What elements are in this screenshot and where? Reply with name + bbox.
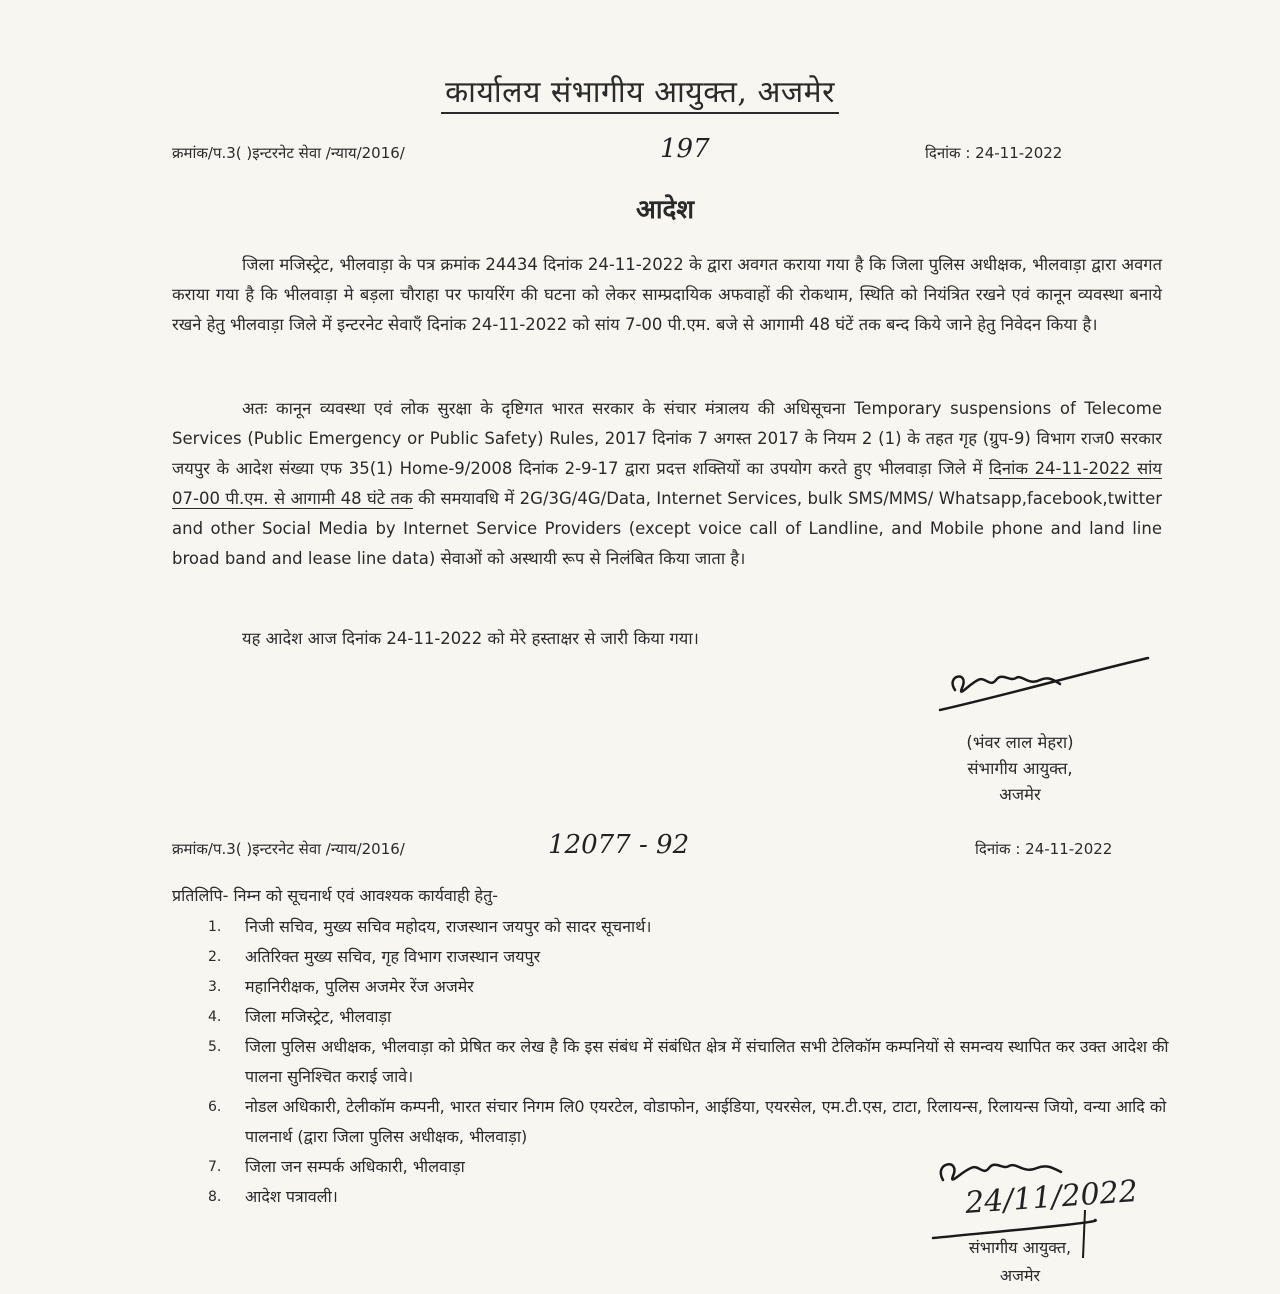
- handwritten-dispatch-number: 197: [660, 134, 710, 164]
- office-title: कार्यालय संभागीय आयुक्त, अजमेर: [0, 70, 1280, 111]
- second-signatory-designation: संभागीय आयुक्त,: [968, 1238, 1072, 1257]
- copy-date: दिनांक : 24-11-2022: [975, 840, 1113, 858]
- copy-reference-number: क्रमांक/प.3( )इन्टरनेट सेवा /न्याय/2016/: [172, 840, 405, 858]
- underlined-period: दिनांक 24-11-2022 सांय 07-00 पी.एम. से आगामी 48 घंटे तक: [172, 459, 1163, 508]
- list-item: 8. आदेश पत्रावली।: [208, 1187, 338, 1206]
- paragraph-order: अतः कानून व्यवस्था एवं लोक सुरक्षा के दृष्टिगत भारत सरकार के संचार मंत्रालय की अधिसूचना Temporary suspensions of Telecome Services (Public Emergency or Public Safety) Rules, 2017 दिनांक 7 अगस्त 2017 के नियम 2 (1) के तहत गृह (ग्रुप-9) विभाग राज0 सरकार जयपुर के आदेश संख्या एफ 35(1) Home-9/2008 दिनांक 2-9-17 द्वारा प्रदत्त शक्तियों का उपयोग करते हुए भीलवाड़ा जिले में दिनांक 24-11-2022 सांय 07-00 पी.एम. से आगामी 48 घंटे तक की समयावधि में 2G/3G/4G/Data, Internet Services, bulk SMS/MMS/ Whatsapp,facebook,twitter and other Social Media by Internet Service Providers (except voice call of Landline, and Mobile phone and land line broad band and lease line data) सेवाओं को अस्थायी रूप से निलंबित किया जाता है।: [172, 399, 1163, 568]
- list-item: 3. महानिरीक्षक, पुलिस अजमेर रेंज अजमेर: [208, 977, 474, 996]
- signatory-designation: संभागीय आयुक्त,: [967, 759, 1073, 778]
- list-item: 5. जिला पुलिस अधीक्षक, भीलवाड़ा को प्रेषित कर लेख है कि इस संबंध में संबंधित क्षेत्र में संचालित सभी टेलिकॉम कम्पनियों से समन्वय स्थापित कर उक्त आदेश की पालना सुनिश्चित कराई जावे।: [208, 1037, 1169, 1086]
- handwritten-signing-date: 24/11/2022: [963, 1174, 1139, 1221]
- signature-mark: [930, 650, 1170, 720]
- list-item: 4. जिला मजिस्ट्रेट, भीलवाड़ा: [208, 1007, 392, 1026]
- signatory-place: अजमेर: [999, 785, 1041, 804]
- list-item: 2. अतिरिक्त मुख्य सचिव, गृह विभाग राजस्थान जयपुर: [208, 947, 541, 966]
- handwritten-copy-number: 12077 - 92: [548, 830, 690, 860]
- paragraph-background: जिला मजिस्ट्रेट, भीलवाड़ा के पत्र क्रमांक 24434 दिनांक 24-11-2022 के द्वारा अवगत कराया गया है कि जिला पुलिस अधीक्षक, भीलवाड़ा द्वारा अवगत कराया गया है कि भीलवाड़ा मे बड़ला चौराहा पर फायरिंग की घटना को लेकर साम्प्रदायिक अफवाहों की रोकथाम, स्थिति को नियंत्रित रखने एवं कानून व्यवस्था बनाये रखने हेतु भीलवाड़ा जिले में इन्टरनेट सेवाएँ दिनांक 24-11-2022 को सांय 7-00 पी.एम. बजे से आगामी 48 घंटें तक बन्द किये जाने हेतु निवेदन किया है।: [172, 255, 1162, 334]
- order-heading: आदेश: [635, 195, 695, 225]
- paragraph-issuance: यह आदेश आज दिनांक 24-11-2022 को मेरे हस्ताक्षर से जारी किया गया।: [242, 629, 699, 648]
- list-item: 6. नोडल अधिकारी, टेलीकॉम कम्पनी, भारत संचार निगम लि0 एयरटेल, वोडाफोन, आईडिया, एयरसेल, एम.टी.एस, टाटा, रिलायन्स, रिलायन्स जियो, वन्या आदि को पालनार्थ (द्वारा जिला पुलिस अधीक्षक, भीलवाड़ा): [208, 1097, 1167, 1146]
- second-signatory-block: [935, 1234, 1105, 1290]
- signatory-name: (भंवर लाल मेहरा): [966, 733, 1074, 752]
- copy-heading: प्रतिलिपि- निम्न को सूचनार्थ एवं आवश्यक कार्यवाही हेतु-: [172, 886, 499, 905]
- second-signatory-place: अजमेर: [999, 1266, 1041, 1285]
- signatory-block: [935, 730, 1105, 808]
- list-item: 1. निजी सचिव, मुख्य सचिव महोदय, राजस्थान जयपुर को सादर सूचनार्थ।: [208, 917, 652, 936]
- order-date: दिनांक : 24-11-2022: [925, 144, 1063, 162]
- reference-number: क्रमांक/प.3( )इन्टरनेट सेवा /न्याय/2016/: [172, 144, 405, 162]
- list-item: 7. जिला जन सम्पर्क अधिकारी, भीलवाड़ा: [208, 1157, 465, 1176]
